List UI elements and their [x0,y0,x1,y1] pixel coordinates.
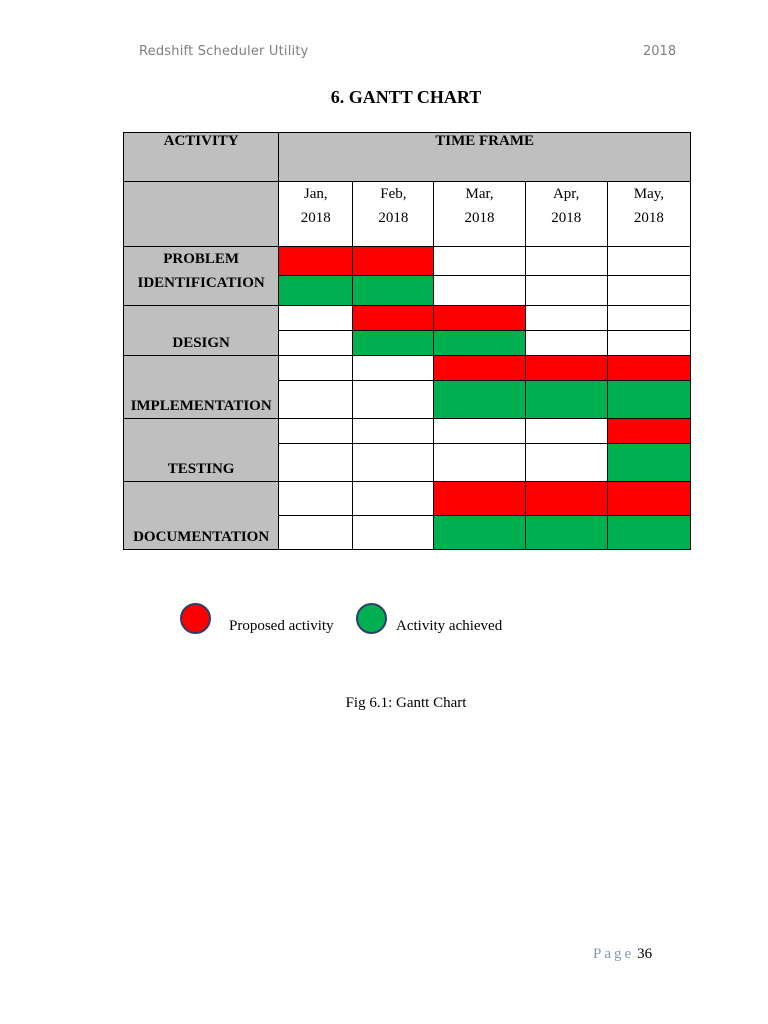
month-header-0 [279,182,353,247]
achieved-bar-cell [434,381,525,419]
month-header-1 [353,182,434,247]
gantt-body [124,247,691,550]
running-header-title: Redshift Scheduler Utility [139,44,309,59]
empty-cell [279,419,353,444]
proposed-bar-cell [434,482,525,516]
section-title: 6. GANTT CHART [330,87,482,107]
empty-cell [434,419,525,444]
achieved-bar-cell [525,381,607,419]
empty-cell [279,482,353,516]
empty-cell [525,306,607,331]
empty-cell [525,276,607,306]
proposed-bar-cell [434,356,525,381]
proposed-bar-cell [607,482,690,516]
empty-cell [279,331,353,356]
empty-cell [279,306,353,331]
proposed-legend-swatch [180,603,211,634]
empty-cell [525,247,607,276]
month-year: 2018 [551,210,582,226]
proposed-bar-cell [434,306,525,331]
activity-label-line: TESTING [167,461,235,477]
achieved-bar-cell [607,381,690,419]
activity-row-proposed [124,306,691,331]
achieved-bar-cell [353,276,434,306]
empty-cell [353,356,434,381]
empty-cell [607,306,690,331]
proposed-legend-label: Proposed activity [229,618,334,634]
activity-label [124,247,279,306]
month-name: Apr, [552,186,580,202]
empty-cell [607,247,690,276]
activity-label-line: IMPLEMENTATION [130,398,272,414]
legend [0,600,768,640]
time-frame-header: TIME FRAME [279,133,691,182]
empty-cell [279,444,353,482]
achieved-bar-cell [434,516,525,550]
activity-label [124,356,279,419]
page-label: Page [593,946,635,962]
month-header-3 [525,182,607,247]
activity-label-line: DESIGN [172,335,230,351]
empty-cell [353,482,434,516]
proposed-bar-cell [353,306,434,331]
empty-cell [607,331,690,356]
empty-cell [279,381,353,419]
empty-cell [353,516,434,550]
empty-cell [525,444,607,482]
proposed-bar-cell [607,356,690,381]
achieved-legend-swatch [356,603,387,634]
activity-label-line: PROBLEM [163,251,240,267]
activity-label-line: IDENTIFICATION [137,275,265,291]
achieved-bar-cell [353,331,434,356]
month-year: 2018 [378,210,409,226]
empty-cell [525,331,607,356]
achieved-bar-cell [525,516,607,550]
activity-row-proposed [124,419,691,444]
activity-row-proposed [124,247,691,276]
activity-header-blank [124,182,279,247]
activity-column-header: ACTIVITY [124,133,279,182]
activity-label [124,482,279,550]
empty-cell [607,276,690,306]
achieved-legend-label: Activity achieved [396,618,503,634]
proposed-bar-cell [607,419,690,444]
empty-cell [353,381,434,419]
achieved-bar-cell [434,331,525,356]
proposed-bar-cell [525,356,607,381]
proposed-bar-cell [279,247,353,276]
month-year: 2018 [633,210,664,226]
achieved-bar-cell [607,444,690,482]
empty-cell [434,247,525,276]
empty-cell [279,516,353,550]
empty-cell [353,419,434,444]
figure-caption: Fig 6.1: Gantt Chart [345,695,467,711]
activity-row-proposed [124,356,691,381]
achieved-bar-cell [607,516,690,550]
page-footer [593,946,652,963]
month-year: 2018 [464,210,495,226]
activity-label [124,419,279,482]
proposed-bar-cell [525,482,607,516]
activity-row-proposed [124,482,691,516]
empty-cell [525,419,607,444]
month-header-row [124,182,691,247]
empty-cell [434,276,525,306]
gantt-table [123,132,691,550]
page-number: 36 [637,946,653,962]
achieved-bar-cell [279,276,353,306]
empty-cell [434,444,525,482]
month-header-2 [434,182,525,247]
activity-label [124,306,279,356]
running-header-year: 2018 [643,44,677,59]
month-name: May, [633,186,665,202]
month-year: 2018 [300,210,331,226]
month-name: Feb, [380,186,407,202]
empty-cell [279,356,353,381]
proposed-bar-cell [353,247,434,276]
month-name: Mar, [465,186,494,202]
month-header-4 [607,182,690,247]
month-name: Jan, [303,186,328,202]
empty-cell [353,444,434,482]
activity-label-line: DOCUMENTATION [133,529,270,545]
